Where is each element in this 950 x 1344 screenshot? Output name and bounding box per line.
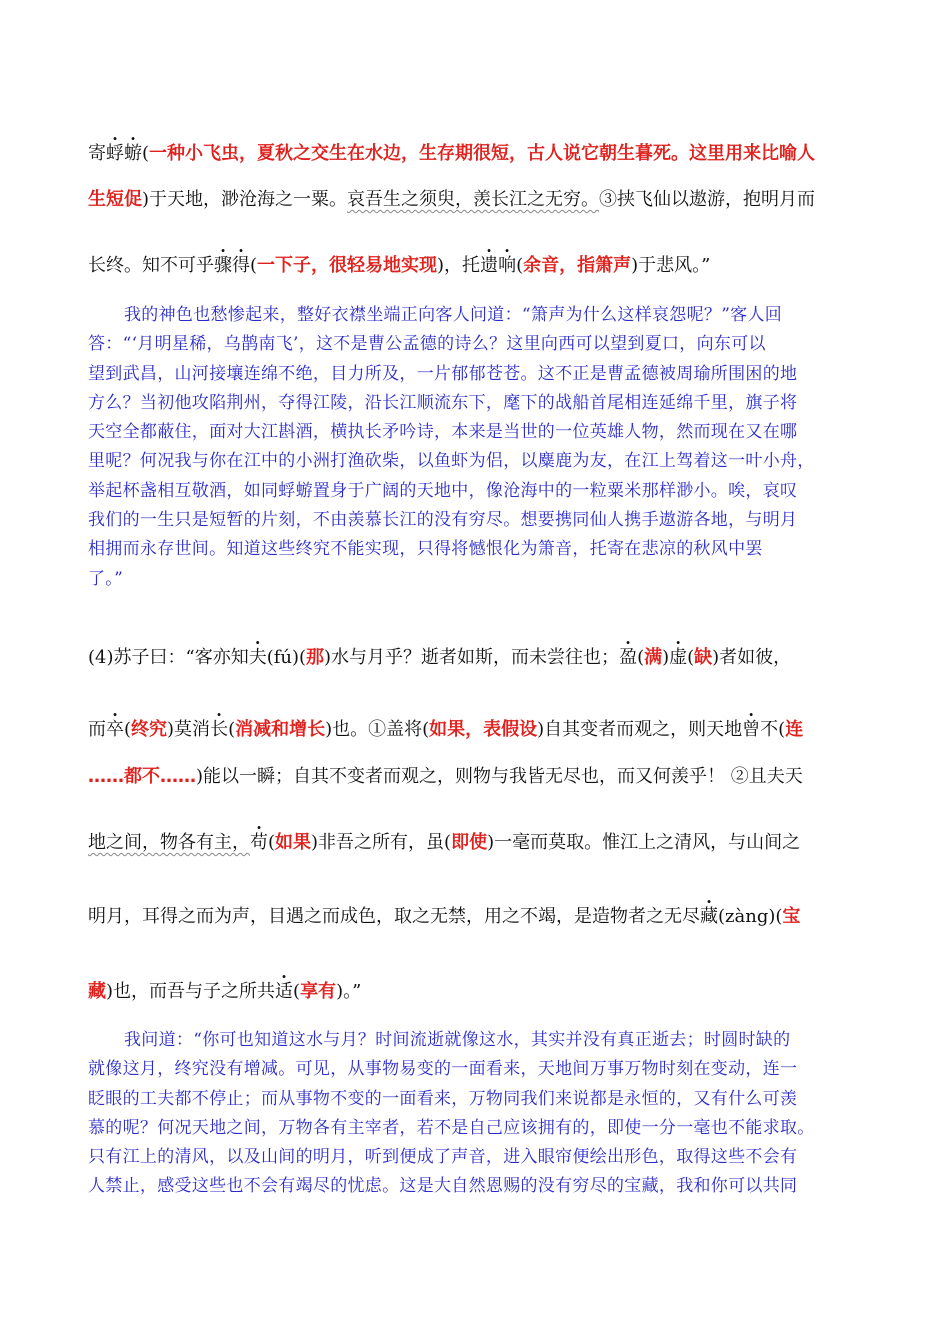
dotted-char: 适 (275, 981, 294, 1002)
translation-line: 里呢？何况我与你在江中的小洲打渔砍柴，以鱼虾为侣，以麋鹿为友，在江上驾着这一叶小舟， (88, 451, 815, 472)
dotted-char: 虚 (669, 647, 688, 668)
annotation: 即使 (451, 832, 488, 853)
text: (4)苏子曰：“客亦知 (88, 647, 249, 668)
dotted-char: 长 (210, 719, 229, 740)
translation-line: 方么？当初他攻陷荆州，夺得江陵，沿长江顺流东下，麾下的战船首尾相连延绵千里，旗子将 (88, 392, 798, 413)
translation-line: 我们的一生只是短暂的片刻，不由羡慕长江的没有穷尽。想要携同仙人携手遨游各地，与明月 (88, 510, 798, 531)
text: ( (516, 255, 524, 276)
text: )者如彼， (712, 647, 792, 668)
translation-line: 眨眼的工夫都不停止；而从事物不变的一面看来，万物同我们来说都是永恒的，又有什么可羡 (88, 1088, 798, 1109)
dotted-char: 得 (232, 255, 250, 276)
dotted-char: 卒 (106, 719, 124, 740)
annotation: 一种小飞虫，夏秋之交生在水边，生存期很短，古人说它朝生暮死。这里用来比喻人 (149, 143, 816, 164)
wavy-underlined-text: 哀吾生之须臾，羡长江之无穷。 (347, 189, 600, 210)
translation-line: 天空全都蔽住，面对大江斟酒，横执长矛吟诗，本来是当世的一位英雄人物，然而现在又在哪 (88, 422, 798, 443)
dotted-char: 盈 (619, 647, 638, 668)
annotation: 缺 (694, 647, 713, 668)
text: ③挟飞仙以遨游，抱明月而 (599, 189, 816, 210)
translation-line: 答：“‘月明星稀，乌鹊南飞’，这不是曹公孟德的诗么？这里向西可以望到夏口，向东可以 (88, 334, 766, 355)
annotation: 宝 (782, 906, 801, 927)
annotation: 如果，表假设 (429, 719, 538, 740)
translation-line: 只有江上的清风，以及山间的明月，听到便成了声音，进入眼帘便绘出形色，取得这些不会有 (88, 1147, 798, 1168)
annotation: ……都不…… (88, 766, 196, 787)
original-line-5 (88, 718, 868, 742)
text: )也。①盖将( (325, 719, 430, 740)
translation-line: 举起杯盏相互敬酒，如同蜉蝣置身于广阔的天地中，像沧海中的一粒粟米那样渺小。唉，哀叹 (88, 480, 798, 501)
translation-line: 我问道：“你可也知道这水与月？时间流逝就像这水，其实并没有真正逝去；时圆时缺的 (124, 1030, 791, 1050)
dotted-char: 蝣 (124, 143, 142, 164)
text: (zàng)( (718, 906, 783, 927)
text: )。” (336, 981, 362, 1002)
text: ( (250, 255, 258, 276)
annotation: 余音，指箫声 (523, 255, 632, 276)
annotation: 生短促 (88, 189, 142, 210)
text: )水与月乎？逝者如斯，而未尝往也； (324, 647, 620, 668)
annotation: 那 (306, 647, 325, 668)
original-line-3 (88, 254, 868, 278)
original-line-6 (88, 765, 868, 789)
text: ②且夫天 (725, 766, 803, 787)
text: )于天地，渺沧海之一粟。 (142, 189, 348, 210)
original-line-7 (88, 831, 868, 855)
annotation: 终究 (131, 719, 168, 740)
original-line-1 (88, 142, 868, 166)
dotted-char: 曾 (742, 719, 761, 740)
text: )也，而吾与子之所共 (106, 981, 276, 1002)
annotation: 享有 (300, 981, 337, 1002)
original-line-9 (88, 980, 868, 1004)
translation-line: 人禁止，感受这些也不会有竭尽的忧虑。这是大自然恩赐的没有穷尽的宝藏，我和你可以共同 (88, 1176, 798, 1197)
text: ( (142, 143, 150, 164)
text: ) (662, 647, 670, 668)
text: )自其变者而观之，则天地 (537, 719, 743, 740)
dotted-char: 遗 (480, 255, 499, 276)
text: ( (637, 647, 645, 668)
annotation: 如果 (275, 832, 312, 853)
text: 不( (760, 719, 786, 740)
dotted-char: 蜉 (106, 143, 124, 164)
annotation: 满 (644, 647, 663, 668)
annotation: 藏 (88, 981, 106, 1002)
text: 而 (88, 719, 106, 740)
dotted-char: 藏 (700, 906, 718, 927)
text: ( (687, 647, 695, 668)
text: ( (228, 719, 236, 740)
translation-line: 了。” (88, 568, 124, 589)
annotation: 连 (785, 719, 804, 740)
wavy-underlined-text: 地之间，物各有主， (88, 832, 250, 853)
text: ( (124, 719, 132, 740)
text: 长终。知不可乎 (88, 255, 214, 276)
text: )莫消 (167, 719, 211, 740)
original-line-2 (88, 188, 868, 212)
text: )，托 (437, 255, 481, 276)
translation-line: 望到武昌，山河接壤连绵不绝，目力所及，一片郁郁苍苍。这不正是曹孟德被周瑜所围困的地 (88, 363, 798, 384)
translation-paragraph-1 (88, 301, 874, 594)
dotted-char: 骤 (214, 255, 232, 276)
translation-line: 我的神色也愁惨起来，整好衣襟坐端正向客人问道：“箫声为什么这样哀怨呢？”客人回 (124, 305, 783, 325)
annotation: 消减和增长 (235, 719, 326, 740)
text: )于悲风。” (631, 255, 711, 276)
translation-line: 就像这月，终究没有增减。可见，从事物易变的一面看来，天地间万事万物时刻在变动，连一 (88, 1059, 798, 1080)
translation-paragraph-2 (88, 1026, 874, 1202)
text: )非吾之所有，虽( (311, 832, 452, 853)
original-line-4 (88, 646, 868, 670)
original-line-8 (88, 905, 868, 929)
text: 寄 (88, 143, 106, 164)
text: )能以一瞬；自其不变者而观之，则物与我皆无尽也，而又何羡乎！ (196, 766, 726, 787)
dotted-char: 夫 (248, 647, 267, 668)
text: (fú)( (266, 647, 307, 668)
text: ( (268, 832, 276, 853)
text: )一毫而莫取。惟江上之清风，与山间之 (487, 832, 801, 853)
dotted-char: 响 (498, 255, 517, 276)
dotted-char: 苟 (250, 832, 268, 853)
annotation: 一下子，很轻易地实现 (257, 255, 438, 276)
text: ( (293, 981, 301, 1002)
translation-line: 相拥而永存世间。知道这些终究不能实现，只得将憾恨化为箫音，托寄在悲凉的秋风中罢 (88, 539, 763, 560)
translation-line: 慕的呢？何况天地之间，万物各有主宰者，若不是自己应该拥有的，即使一分一毫也不能求取。 (88, 1117, 815, 1138)
text: 明月，耳得之而为声，目遇之而成色，取之无禁，用之不竭，是造物者之无尽 (88, 906, 700, 927)
